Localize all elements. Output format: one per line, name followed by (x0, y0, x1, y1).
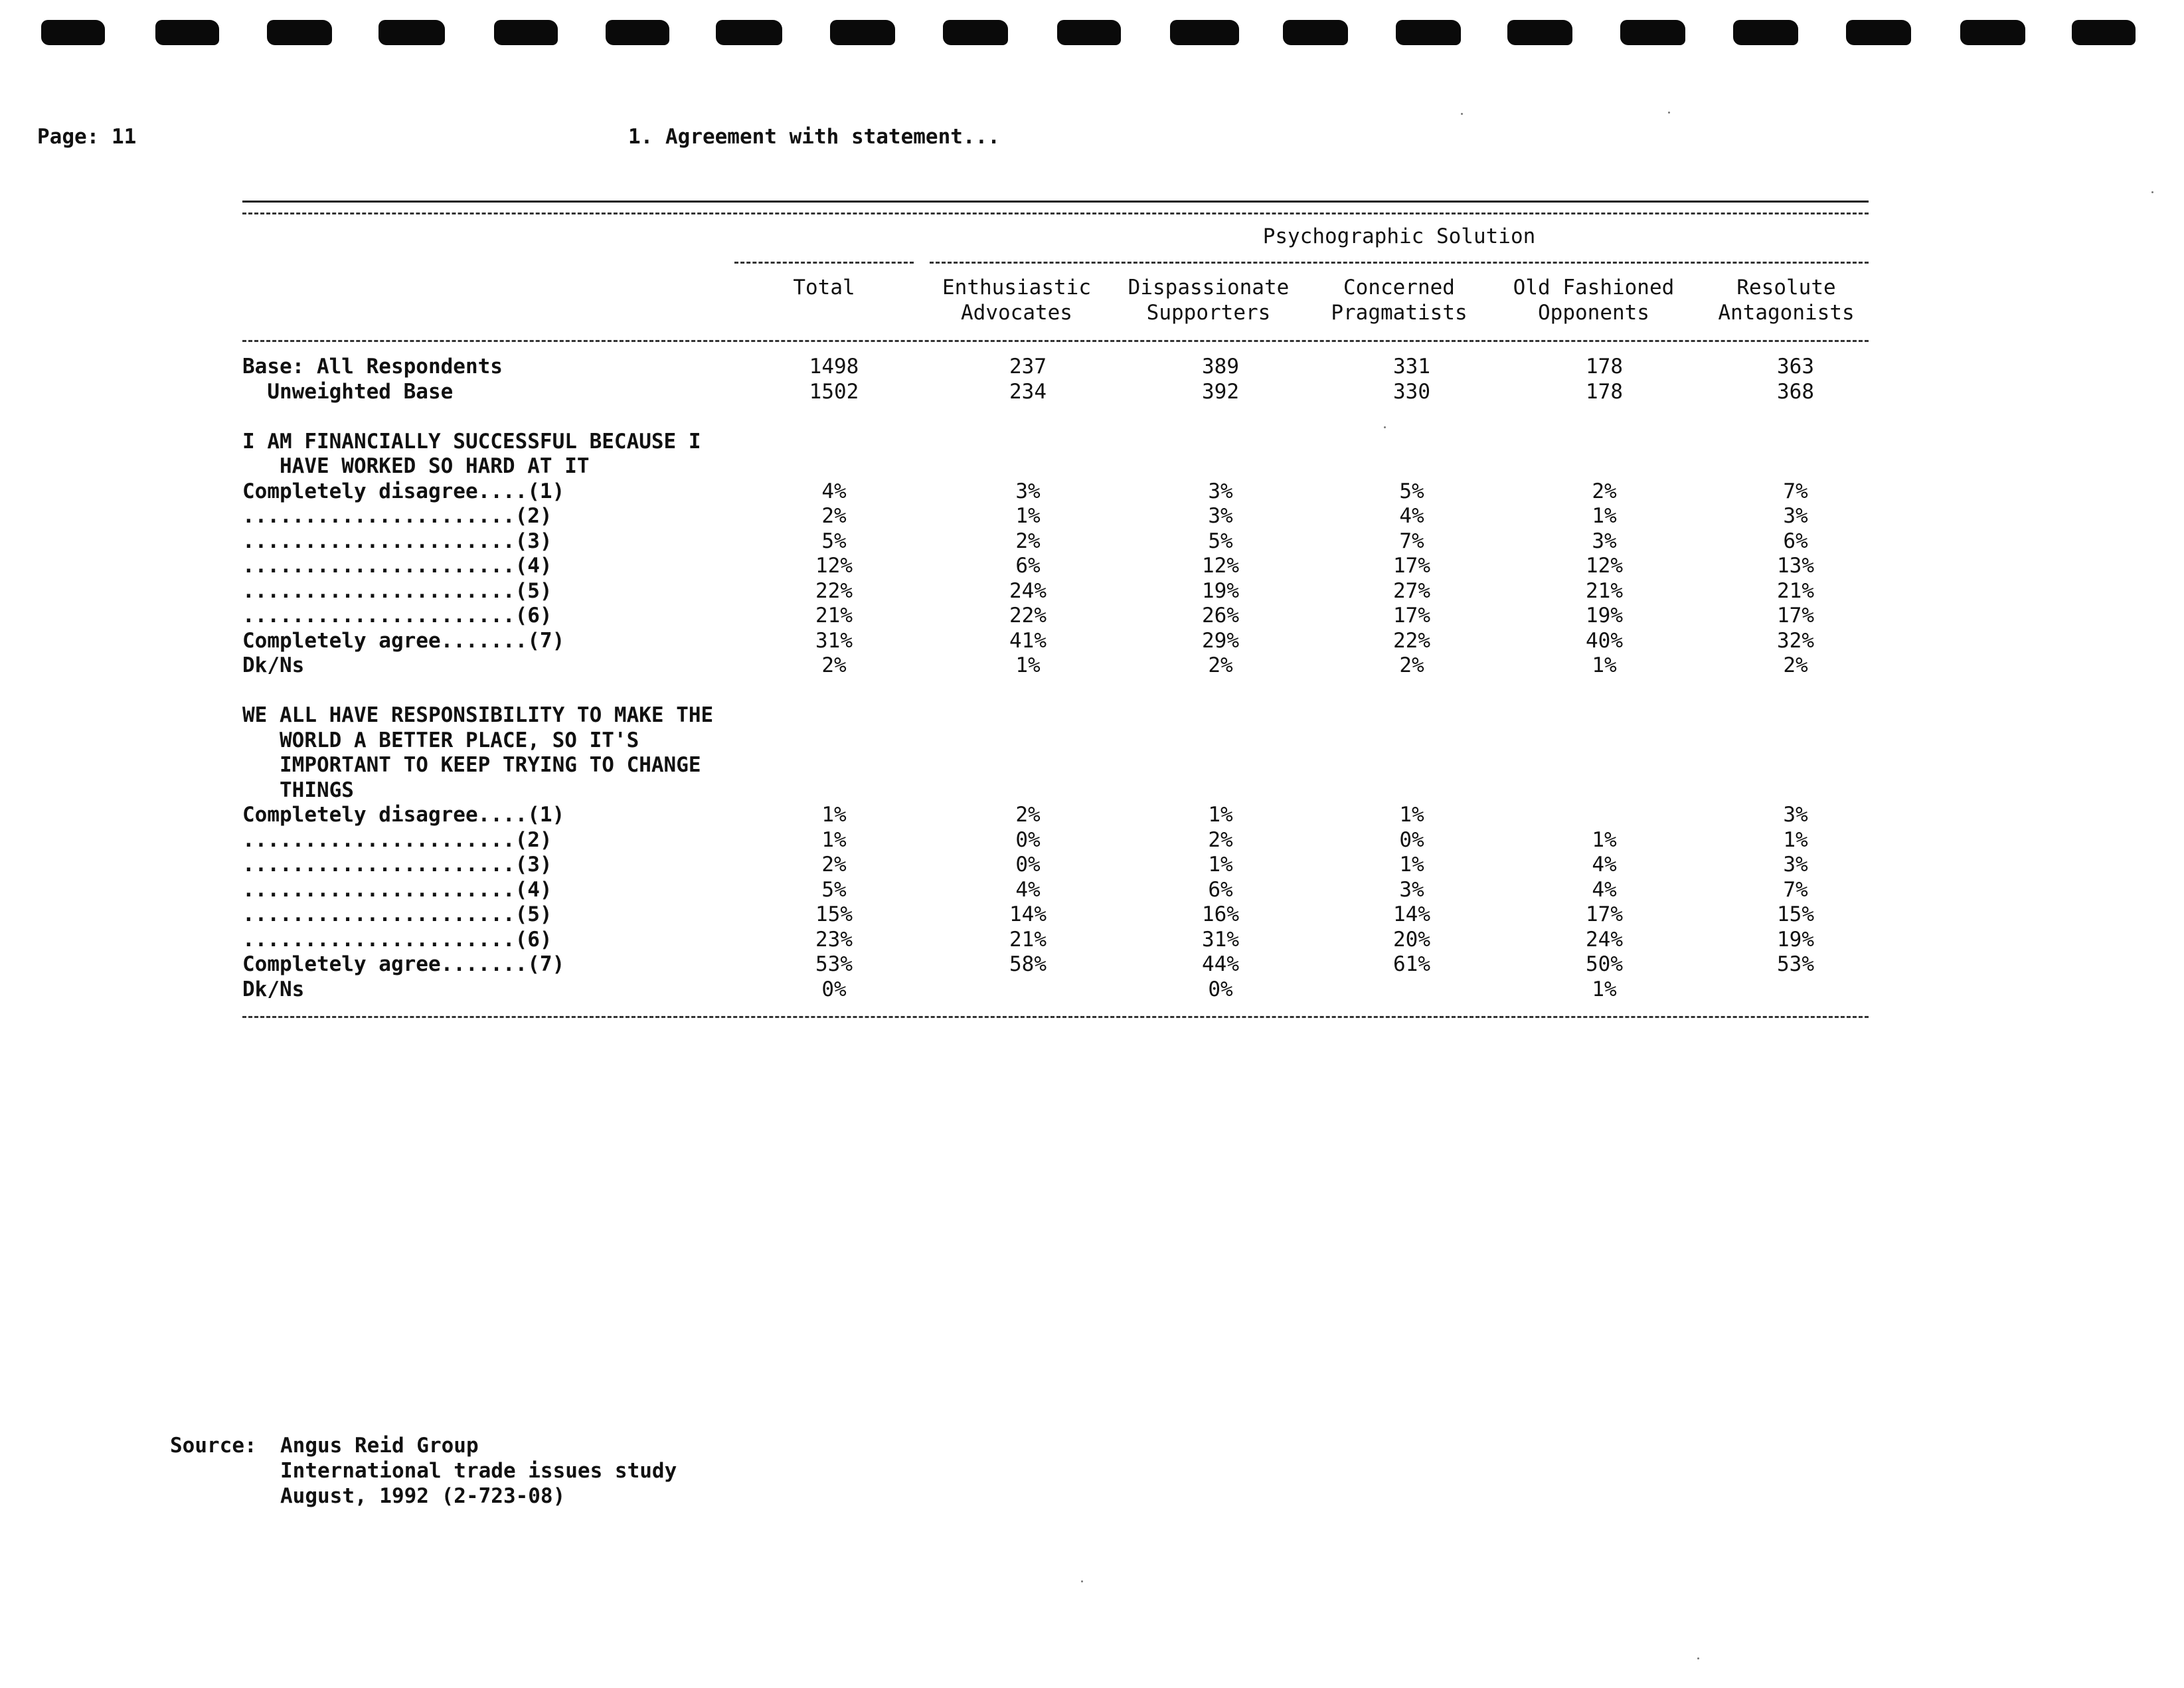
value-cell (1538, 404, 1671, 430)
value-cell: 50% (1586, 952, 1623, 976)
page-number: Page: 11 (37, 125, 137, 149)
row-label (242, 679, 713, 704)
value-cell: 3% (1208, 504, 1233, 528)
value-cell (768, 430, 900, 455)
value-cell: 22% (1009, 604, 1047, 628)
value-cell: 19% (1586, 604, 1623, 628)
row-label: Unweighted Base (242, 379, 454, 404)
value-cell (1538, 679, 1671, 704)
value-cell (768, 404, 900, 430)
value-cell (1154, 404, 1287, 430)
value-cell (768, 703, 900, 728)
question-text: THINGS (242, 778, 354, 802)
row-label: ......................(4) (242, 554, 552, 578)
value-cell: 14% (1393, 902, 1430, 926)
value-cell (1154, 703, 1287, 728)
value-cell: 1% (1592, 504, 1617, 528)
value-cell: 20% (1393, 927, 1430, 952)
value-cell (1538, 430, 1671, 455)
value-cell: 2% (1015, 803, 1041, 827)
value-cell: 178 (1586, 379, 1623, 404)
punch-hole (1846, 20, 1911, 45)
value-cell: 17% (1586, 902, 1623, 926)
punch-hole (1396, 20, 1461, 45)
value-cell (1729, 404, 1862, 430)
source-line: August, 1992 (2-723-08) (280, 1484, 566, 1508)
table-row (242, 380, 713, 405)
value-cell (1345, 404, 1478, 430)
value-cell (962, 703, 1094, 728)
row-label: Completely agree.......(7) (242, 952, 565, 976)
value-cell: 53% (1777, 952, 1814, 976)
value-cell: 3% (1208, 479, 1233, 503)
value-cell: 58% (1009, 952, 1047, 976)
value-cell: 1% (821, 803, 847, 827)
value-cell (1538, 703, 1671, 728)
scan-speck (1697, 1657, 1699, 1659)
value-cell (1154, 753, 1287, 778)
table-row (242, 430, 713, 455)
punch-hole (267, 20, 332, 45)
source-line: Angus Reid Group (280, 1434, 479, 1458)
value-cell: 14% (1009, 902, 1047, 926)
value-cell: 4% (821, 479, 847, 503)
value-cell: 0% (1015, 853, 1041, 877)
value-cell: 1% (821, 827, 847, 852)
value-cell: 17% (1393, 554, 1430, 578)
value-cell (768, 679, 900, 704)
punch-hole (41, 20, 105, 45)
column-header-concerned-pragmatists (1316, 275, 1482, 325)
value-cell: 330 (1393, 379, 1430, 404)
row-label: Base: All Respondents (242, 355, 503, 379)
value-cell: 29% (1202, 628, 1239, 653)
punch-hole (494, 20, 558, 45)
table-row (242, 404, 713, 430)
value-cell (962, 778, 1094, 803)
scan-speck (2151, 191, 2153, 193)
value-cell (962, 679, 1094, 704)
value-cell: 389 (1202, 355, 1239, 379)
value-cell: 31% (815, 628, 853, 653)
column-values-dispassionate-supporters (1154, 355, 1287, 1002)
banner-label: Psychographic Solution (1262, 224, 1536, 248)
value-cell (1154, 728, 1287, 754)
value-cell (1154, 430, 1287, 455)
value-cell: 234 (1009, 379, 1047, 404)
question-text: IMPORTANT TO KEEP TRYING TO CHANGE (242, 753, 701, 777)
value-cell: 1% (1783, 827, 1808, 852)
column-header-total (748, 275, 900, 300)
column-header-line: Resolute (1736, 276, 1836, 299)
value-cell (1729, 753, 1862, 778)
value-cell: 1% (1592, 977, 1617, 1001)
punch-hole (1733, 20, 1798, 45)
value-cell: 3% (1783, 504, 1808, 528)
table-row (242, 529, 713, 554)
value-cell: 1% (1208, 803, 1233, 827)
value-cell (1154, 454, 1287, 479)
column-header-line: Enthusiastic (942, 276, 1091, 299)
row-label: ......................(3) (242, 529, 552, 553)
column-values-resolute-antagonists (1729, 355, 1862, 1002)
table-row (242, 454, 713, 479)
value-cell: 61% (1393, 952, 1430, 976)
value-cell: 21% (1009, 927, 1047, 952)
table-row (242, 504, 713, 529)
table-row (242, 355, 713, 380)
value-cell: 44% (1202, 952, 1239, 976)
value-cell: 2% (1208, 827, 1233, 852)
table-row (242, 753, 713, 778)
value-cell: 24% (1009, 578, 1047, 603)
punch-hole (155, 20, 219, 45)
value-cell: 1% (1592, 653, 1617, 677)
value-cell: 3% (1783, 853, 1808, 877)
value-cell (1345, 778, 1478, 803)
table-row (242, 703, 713, 728)
row-label: ......................(4) (242, 877, 552, 902)
value-cell: 31% (1202, 927, 1239, 952)
value-cell: 21% (1586, 578, 1623, 603)
value-cell: 12% (815, 554, 853, 578)
question-text: I AM FINANCIALLY SUCCESSFUL BECAUSE I (242, 429, 701, 454)
table-row (242, 728, 713, 754)
value-cell (1538, 454, 1671, 479)
row-label: ......................(6) (242, 927, 552, 952)
value-cell: 27% (1393, 578, 1430, 603)
table-row (242, 579, 713, 604)
punch-hole (1507, 20, 1572, 45)
column-header-line: Concerned (1343, 276, 1455, 299)
row-label: ......................(5) (242, 902, 552, 926)
value-cell: 19% (1777, 927, 1814, 952)
value-cell (768, 778, 900, 803)
value-cell (1345, 454, 1478, 479)
value-cell: 17% (1777, 604, 1814, 628)
column-values-old-fashioned-opponents (1538, 355, 1671, 1002)
value-cell: 178 (1586, 355, 1623, 379)
table-row (242, 853, 713, 878)
value-cell (962, 454, 1094, 479)
row-label: ......................(5) (242, 578, 552, 603)
table-top-dashed-rule (242, 212, 1869, 214)
column-header-resolute-antagonists (1700, 275, 1873, 325)
value-cell (768, 753, 900, 778)
scan-speck (1461, 113, 1463, 115)
value-cell: 4% (1399, 504, 1424, 528)
row-label: Completely disagree....(1) (242, 803, 565, 827)
column-values-enthusiastic-advocates (962, 355, 1094, 1002)
value-cell (1538, 778, 1671, 803)
table-row (242, 902, 713, 928)
value-cell: 368 (1777, 379, 1814, 404)
source-line: International trade issues study (280, 1459, 677, 1483)
table-row (242, 653, 713, 679)
value-cell: 2% (1783, 653, 1808, 677)
column-header-dispassionate-supporters (1116, 275, 1302, 325)
table-row (242, 679, 713, 704)
table-row (242, 604, 713, 629)
value-cell (1345, 430, 1478, 455)
value-cell: 3% (1592, 529, 1617, 553)
question-text: HAVE WORKED SO HARD AT IT (242, 454, 590, 478)
value-cell: 15% (815, 902, 853, 926)
value-cell (1729, 679, 1862, 704)
value-cell (1154, 679, 1287, 704)
value-cell: 1% (1399, 853, 1424, 877)
table-row (242, 554, 713, 579)
value-cell (768, 454, 900, 479)
value-cell: 6% (1208, 877, 1233, 902)
value-cell (962, 753, 1094, 778)
value-cell (1345, 679, 1478, 704)
row-label: Completely disagree....(1) (242, 479, 565, 503)
punch-hole (716, 20, 782, 45)
value-cell: 5% (1399, 479, 1424, 503)
value-cell (1729, 977, 1862, 1003)
value-cell: 4% (1592, 877, 1617, 902)
value-cell (1345, 977, 1478, 1003)
column-header-line: Old Fashioned (1513, 276, 1675, 299)
value-cell: 0% (821, 977, 847, 1001)
value-cell: 2% (821, 653, 847, 677)
source-label: Source: (170, 1434, 257, 1458)
value-cell: 13% (1777, 554, 1814, 578)
row-label: Dk/Ns (242, 977, 305, 1001)
value-cell: 12% (1586, 554, 1623, 578)
value-cell: 17% (1393, 604, 1430, 628)
value-cell: 5% (1208, 529, 1233, 553)
column-header-line: Pragmatists (1331, 301, 1468, 325)
punch-hole (378, 20, 445, 45)
table-row (242, 828, 713, 853)
banner-rule (930, 262, 1869, 264)
value-cell: 4% (1592, 853, 1617, 877)
value-cell (962, 404, 1094, 430)
row-label: ......................(2) (242, 504, 552, 528)
table-top-rule (242, 201, 1869, 203)
value-cell: 7% (1783, 479, 1808, 503)
value-cell: 2% (821, 853, 847, 877)
value-cell: 26% (1202, 604, 1239, 628)
punch-hole (943, 20, 1008, 45)
value-cell (1154, 778, 1287, 803)
value-cell: 22% (815, 578, 853, 603)
value-cell (1729, 778, 1862, 803)
row-label: ......................(3) (242, 853, 552, 877)
scan-speck (1081, 1580, 1083, 1582)
value-cell: 1% (1015, 504, 1041, 528)
row-label: ......................(2) (242, 827, 552, 852)
value-cell (962, 430, 1094, 455)
value-cell: 363 (1777, 355, 1814, 379)
binder-punch-strip (0, 0, 2184, 66)
value-cell: 40% (1586, 628, 1623, 653)
value-cell: 5% (821, 877, 847, 902)
value-cell: 2% (1208, 653, 1233, 677)
value-cell: 2% (1592, 479, 1617, 503)
total-column-rule (734, 262, 914, 264)
column-header-line: Dispassionate (1128, 276, 1290, 299)
page-title: 1. Agreement with statement... (628, 125, 1000, 149)
punch-hole (1283, 20, 1348, 45)
value-cell: 2% (821, 504, 847, 528)
value-cell (962, 728, 1094, 754)
header-bottom-rule (242, 340, 1869, 342)
value-cell: 5% (821, 529, 847, 553)
punch-hole (2072, 20, 2136, 45)
column-header-line: Advocates (961, 301, 1072, 325)
table-row (242, 803, 713, 828)
value-cell: 41% (1009, 628, 1047, 653)
value-cell: 23% (815, 927, 853, 952)
value-cell: 3% (1399, 877, 1424, 902)
table-row (242, 778, 713, 803)
value-cell: 0% (1208, 977, 1233, 1001)
value-cell: 0% (1015, 827, 1041, 852)
punch-hole (830, 20, 895, 45)
value-cell: 22% (1393, 628, 1430, 653)
column-values-total (768, 355, 900, 1002)
value-cell (1345, 753, 1478, 778)
column-header-enthusiastic-advocates (927, 275, 1106, 325)
column-header-line: Opponents (1538, 301, 1649, 325)
value-cell: 1502 (809, 379, 859, 404)
source-block (170, 1433, 677, 1509)
value-cell: 32% (1777, 628, 1814, 653)
punch-hole (1960, 20, 2025, 45)
question-text: WE ALL HAVE RESPONSIBILITY TO MAKE THE (242, 703, 714, 727)
column-header-old-fashioned-opponents (1501, 275, 1687, 325)
value-cell: 3% (1783, 803, 1808, 827)
punch-hole (1620, 20, 1685, 45)
value-cell: 21% (1777, 578, 1814, 603)
table-row (242, 928, 713, 953)
punch-hole (1170, 20, 1239, 45)
table-row (242, 479, 713, 505)
value-cell (1729, 703, 1862, 728)
row-label: Dk/Ns (242, 653, 305, 677)
punch-hole (606, 20, 669, 45)
row-label: Completely agree.......(7) (242, 628, 565, 653)
value-cell (1538, 753, 1671, 778)
value-cell: 2% (1399, 653, 1424, 677)
value-cell: 1% (1015, 653, 1041, 677)
table-row (242, 629, 713, 654)
punch-hole (1057, 20, 1121, 45)
value-cell: 237 (1009, 355, 1047, 379)
value-cell: 1% (1592, 827, 1617, 852)
row-labels (242, 355, 713, 1002)
value-cell (768, 728, 900, 754)
value-cell: 53% (815, 952, 853, 976)
table-bottom-rule (242, 1016, 1869, 1018)
value-cell: 19% (1202, 578, 1239, 603)
value-cell (1729, 454, 1862, 479)
value-cell: 331 (1393, 355, 1430, 379)
value-cell: 7% (1783, 877, 1808, 902)
value-cell: 16% (1202, 902, 1239, 926)
column-header-line: Supporters (1146, 301, 1271, 325)
table-row (242, 952, 713, 977)
value-cell: 392 (1202, 379, 1239, 404)
scan-speck (1668, 112, 1670, 114)
value-cell (1345, 703, 1478, 728)
value-cell: 6% (1783, 529, 1808, 553)
column-values-concerned-pragmatists (1345, 355, 1478, 1002)
value-cell: 1498 (809, 355, 859, 379)
row-label (242, 404, 713, 430)
value-cell: 0% (1399, 827, 1424, 852)
value-cell: 7% (1399, 529, 1424, 553)
value-cell: 1% (1399, 803, 1424, 827)
column-header-line: Total (793, 276, 855, 299)
value-cell: 21% (815, 604, 853, 628)
value-cell: 6% (1015, 554, 1041, 578)
value-cell: 12% (1202, 554, 1239, 578)
value-cell: 2% (1015, 529, 1041, 553)
value-cell: 15% (1777, 902, 1814, 926)
value-cell (1538, 803, 1671, 828)
table-row (242, 878, 713, 903)
value-cell (1538, 728, 1671, 754)
question-text: WORLD A BETTER PLACE, SO IT'S (242, 728, 639, 752)
value-cell: 4% (1015, 877, 1041, 902)
value-cell: 1% (1208, 853, 1233, 877)
value-cell (1729, 430, 1862, 455)
column-header-line: Antagonists (1718, 301, 1855, 325)
value-cell (1729, 728, 1862, 754)
table-row (242, 977, 713, 1003)
value-cell (1345, 728, 1478, 754)
value-cell: 24% (1586, 927, 1623, 952)
row-label: ......................(6) (242, 604, 552, 628)
value-cell (962, 977, 1094, 1003)
value-cell: 3% (1015, 479, 1041, 503)
